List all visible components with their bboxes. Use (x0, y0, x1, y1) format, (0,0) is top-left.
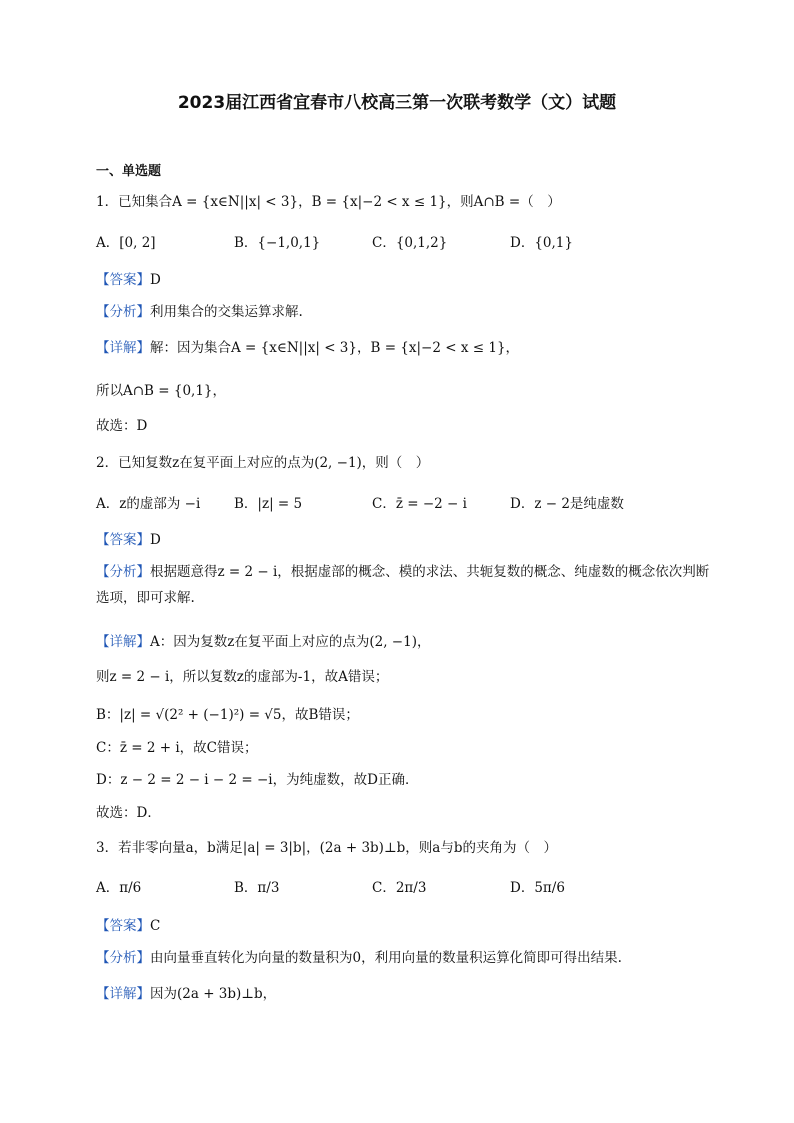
question-2-option-b: B．|z| = 5 (234, 496, 303, 512)
analysis-text: 根据题意得z = 2 − i，根据虚部的概念、模的求法、共轭复数的概念、纯虚数的概念依次判断选项，即可求解. (96, 564, 710, 606)
question-1-detail-line: 所以A∩B = {0,1}， (96, 383, 227, 399)
detail-text: A：因为复数z在复平面上对应的点为(2, −1)， (150, 634, 431, 650)
question-3-option-b: B．π/3 (234, 880, 280, 896)
answer-label: 【答案】 (96, 918, 150, 934)
question-2-detail-line: 则z = 2 − i，所以复数z的虚部为-1，故A错误； (96, 669, 389, 685)
analysis-label: 【分析】 (96, 564, 150, 580)
answer-label: 【答案】 (96, 272, 150, 288)
question-1-choice: 故选：D (96, 418, 148, 434)
question-2-answer (96, 530, 161, 550)
question-1-option-c: C．{0,1,2} (372, 235, 448, 251)
question-3-option-c: C．2π/3 (372, 880, 427, 896)
question-1-stem: 1．已知集合A = {x∈N||x| < 3}，B = {x|−2 < x ≤ 1}，则A∩B =（ ） (96, 194, 561, 210)
question-2-stem: 2．已知复数z在复平面上对应的点为(2, −1)，则（ ） (96, 455, 430, 471)
analysis-text: 由向量垂直转化为向量的数量积为0，利用向量的数量积运算化简即可得出结果. (150, 950, 622, 966)
detail-text: 因为(2a + 3b)⊥b， (150, 986, 277, 1002)
question-1-option-d: D．{0,1} (510, 235, 573, 251)
question-2-detail (96, 632, 430, 652)
analysis-text: 利用集合的交集运算求解. (150, 304, 303, 320)
question-1-option-b: B．{−1,0,1} (234, 235, 321, 251)
question-2-option-a: A．z的虚部为 −i (96, 496, 201, 512)
answer-label: 【答案】 (96, 532, 150, 548)
detail-text: 解：因为集合A = {x∈N||x| < 3}，B = {x|−2 < x ≤ 1}， (150, 340, 520, 356)
detail-label: 【详解】 (96, 986, 150, 1002)
answer-value: C (150, 918, 161, 934)
document-title: 2023届江西省宜春市八校高三第一次联考数学（文）试题 (177, 93, 617, 113)
answer-value: D (150, 532, 161, 548)
question-2-detail-line: B：|z| = √(2² + (−1)²) = √5，故B错误； (96, 707, 359, 723)
question-2-analysis (96, 559, 718, 611)
question-3-answer (96, 916, 160, 936)
question-1-answer (96, 270, 161, 290)
section-heading: 一、单选题 (96, 164, 162, 179)
question-1-option-a: A．[0, 2] (96, 235, 156, 251)
question-3-stem: 3．若非零向量a，b满足|a| = 3|b|，(2a + 3b)⊥b，则a与b的夹角为（ ） (96, 840, 557, 856)
question-1-analysis (96, 302, 303, 322)
analysis-label: 【分析】 (96, 304, 150, 320)
answer-value: D (150, 272, 161, 288)
question-2-choice: 故选：D． (96, 805, 161, 821)
question-2-option-c: C．z̄ = −2 − i (372, 496, 467, 512)
question-3-detail (96, 984, 276, 1004)
question-3-analysis (96, 948, 622, 968)
detail-label: 【详解】 (96, 340, 150, 356)
question-1-detail (96, 338, 519, 358)
analysis-label: 【分析】 (96, 950, 150, 966)
question-2-detail-line: C：z̄ = 2 + i，故C错误； (96, 740, 258, 756)
question-3-option-d: D．5π/6 (510, 880, 565, 896)
question-2-option-d: D．z − 2是纯虚数 (510, 496, 624, 512)
question-3-option-a: A．π/6 (96, 880, 142, 896)
question-2-detail-line: D：z − 2 = 2 − i − 2 = −i，为纯虚数，故D正确． (96, 772, 419, 788)
detail-label: 【详解】 (96, 634, 150, 650)
